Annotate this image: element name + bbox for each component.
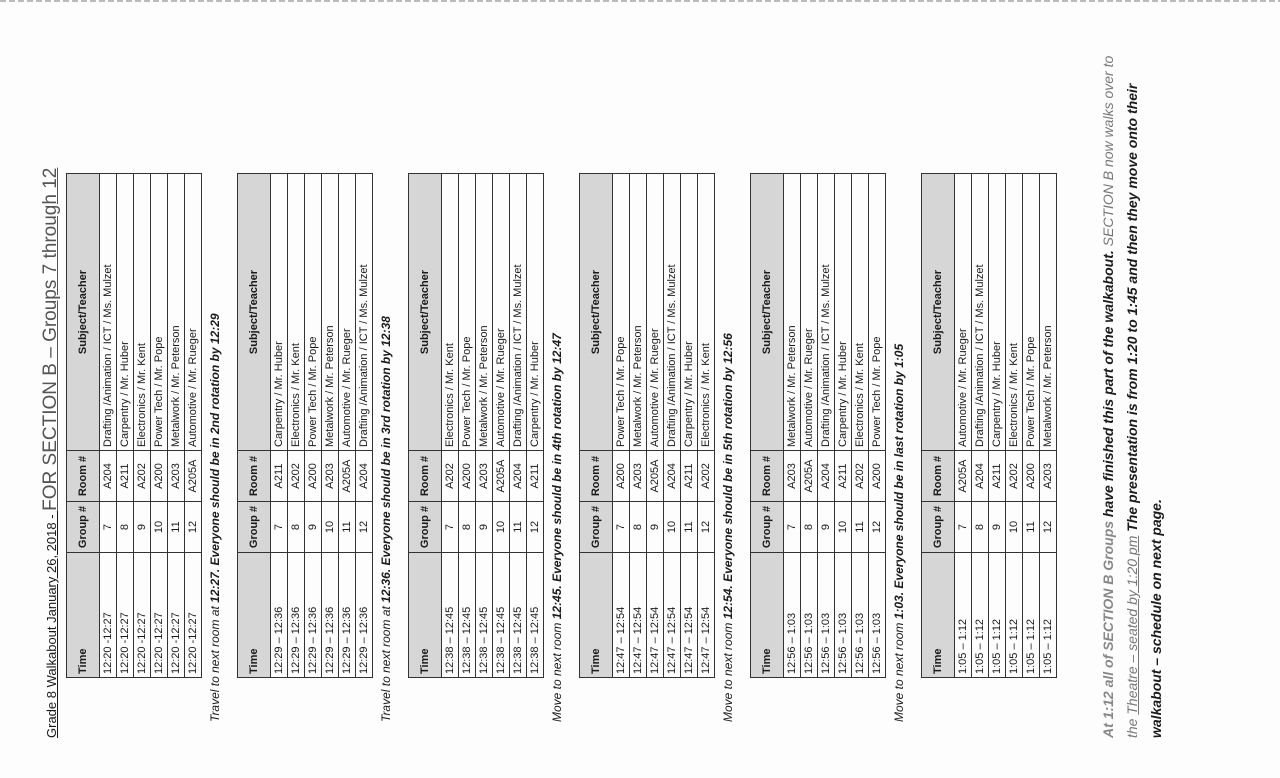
- schedule-table: [408, 173, 544, 678]
- column-header-room: Room #: [922, 451, 955, 502]
- cell-room: A204: [356, 451, 373, 502]
- cell-room: A203: [1040, 451, 1057, 502]
- cell-time: 12:29 – 12:36: [288, 553, 305, 678]
- column-header-subject: Subject/Teacher: [238, 174, 271, 451]
- cell-time: 12:29 – 12:36: [339, 553, 356, 678]
- cell-time: 12:56 – 1:03: [835, 553, 852, 678]
- cell-time: 12:29 – 12:36: [356, 553, 373, 678]
- cell-room: A205A: [647, 451, 664, 502]
- cell-group: 8: [288, 502, 305, 553]
- cell-room: A211: [271, 451, 288, 502]
- cell-time: 12:47 – 12:54: [630, 553, 647, 678]
- note-prefix: Move to next room: [892, 619, 906, 722]
- table-row: [459, 174, 476, 678]
- cell-room: A205A: [185, 451, 202, 502]
- cell-room: A204: [100, 451, 117, 502]
- cell-group: 10: [151, 502, 168, 553]
- cell-subject: Carpentry / Mr. Huber: [989, 174, 1006, 451]
- cell-subject: Carpentry / Mr. Huber: [117, 174, 134, 451]
- cell-room: A205A: [493, 451, 510, 502]
- cell-group: 10: [664, 502, 681, 553]
- cell-room: A204: [818, 451, 835, 502]
- column-header-time: Time: [67, 553, 100, 678]
- cell-subject: Carpentry / Mr. Huber: [271, 174, 288, 451]
- table-row: [493, 174, 510, 678]
- cell-subject: Carpentry / Mr. Huber: [527, 174, 544, 451]
- note-rest: Everyone should be in 4th rotation by 12:47: [550, 333, 564, 586]
- cell-subject: Power Tech / Mr. Pope: [459, 174, 476, 451]
- table-row: [852, 174, 869, 678]
- cell-subject: Metalwork / Mr. Peterson: [630, 174, 647, 451]
- cell-group: 9: [818, 502, 835, 553]
- cell-subject: Electronics / Mr. Kent: [698, 174, 715, 451]
- cell-group: 11: [339, 502, 356, 553]
- table-row: [527, 174, 544, 678]
- cell-subject: Power Tech / Mr. Pope: [151, 174, 168, 451]
- table-row: [117, 174, 134, 678]
- table-row: [356, 174, 373, 678]
- cell-subject: Drafting /Animation / ICT / Ms. Mulzet: [356, 174, 373, 451]
- rotation-note: [550, 333, 564, 722]
- cell-time: 12:38 – 12:45: [476, 553, 493, 678]
- cell-subject: Drafting /Animation / ICT / Ms. Mulzet: [664, 174, 681, 451]
- column-header-subject: Subject/Teacher: [409, 174, 442, 451]
- cell-room: A205A: [801, 451, 818, 502]
- cell-room: A211: [681, 451, 698, 502]
- cell-group: 12: [698, 502, 715, 553]
- cell-group: 12: [356, 502, 373, 553]
- cell-time: 12:47 – 12:54: [647, 553, 664, 678]
- rotation-note: [892, 344, 906, 722]
- cell-subject: Metalwork / Mr. Peterson: [476, 174, 493, 451]
- table-header-row: [238, 174, 271, 678]
- column-header-time: Time: [751, 553, 784, 678]
- table-header-row: [67, 174, 100, 678]
- table-row: [134, 174, 151, 678]
- cell-time: 1:05 – 1:12: [1006, 553, 1023, 678]
- cell-time: 12:20 -12:27: [117, 553, 134, 678]
- cell-room: A204: [972, 451, 989, 502]
- cell-time: 12:47 – 12:54: [613, 553, 630, 678]
- cell-room: A211: [527, 451, 544, 502]
- column-header-group: Group #: [67, 502, 100, 553]
- cell-time: 12:56 – 1:03: [801, 553, 818, 678]
- column-header-group: Group #: [238, 502, 271, 553]
- cell-room: A202: [698, 451, 715, 502]
- note-time: 12:54.: [721, 585, 735, 620]
- cell-room: A203: [784, 451, 801, 502]
- cell-room: A200: [613, 451, 630, 502]
- cell-time: 12:56 – 1:03: [869, 553, 886, 678]
- column-header-time: Time: [922, 553, 955, 678]
- table-row: [818, 174, 835, 678]
- cell-room: A203: [168, 451, 185, 502]
- cell-room: A211: [117, 451, 134, 502]
- table-row: [339, 174, 356, 678]
- cell-group: 7: [784, 502, 801, 553]
- table-row: [510, 174, 527, 678]
- rotation-note: [208, 313, 222, 722]
- table-row: [698, 174, 715, 678]
- cell-subject: Automotive / Mr. Rueger: [493, 174, 510, 451]
- table-row: [664, 174, 681, 678]
- table-row: [151, 174, 168, 678]
- table-row: [801, 174, 818, 678]
- cell-group: 9: [476, 502, 493, 553]
- note-time: 12:36.: [379, 568, 393, 603]
- cell-group: 11: [852, 502, 869, 553]
- final-part-4: SECTION B now walks over to the: [1100, 55, 1140, 738]
- cell-group: 8: [117, 502, 134, 553]
- cell-room: A211: [835, 451, 852, 502]
- table-row: [681, 174, 698, 678]
- cell-time: 12:20 -12:27: [151, 553, 168, 678]
- column-header-subject: Subject/Teacher: [922, 174, 955, 451]
- cell-group: 7: [955, 502, 972, 553]
- cell-time: 12:38 – 12:45: [493, 553, 510, 678]
- cell-subject: Drafting /Animation / ICT / Ms. Mulzet: [510, 174, 527, 451]
- cell-room: A200: [459, 451, 476, 502]
- note-time: 1:03.: [892, 591, 906, 620]
- table-row: [869, 174, 886, 678]
- cell-room: A204: [664, 451, 681, 502]
- note-rest: Everyone should be in 5th rotation by 12:56: [721, 333, 735, 586]
- table-row: [168, 174, 185, 678]
- table-row: [784, 174, 801, 678]
- cell-room: A202: [442, 451, 459, 502]
- cell-group: 11: [1023, 502, 1040, 553]
- cell-group: 10: [322, 502, 339, 553]
- final-part-3: have finished this part of the walkabout.: [1100, 246, 1116, 521]
- cell-subject: Power Tech / Mr. Pope: [869, 174, 886, 451]
- column-header-group: Group #: [409, 502, 442, 553]
- cell-room: A205A: [339, 451, 356, 502]
- column-header-time: Time: [238, 553, 271, 678]
- table-row: [100, 174, 117, 678]
- cell-subject: Carpentry / Mr. Huber: [835, 174, 852, 451]
- column-header-group: Group #: [751, 502, 784, 553]
- final-part-6: The presentation is from 1:20 to 1:45 and then they move onto their walkabout – schedule on next page.: [1124, 83, 1164, 738]
- cell-group: 12: [185, 502, 202, 553]
- cell-group: 7: [613, 502, 630, 553]
- final-paragraph: [1096, 38, 1168, 738]
- schedule-table: [66, 173, 202, 678]
- final-part-5: Theatre – seated by 1:20 pm: [1124, 535, 1140, 715]
- cell-time: 1:05 – 1:12: [1040, 553, 1057, 678]
- column-header-subject: Subject/Teacher: [751, 174, 784, 451]
- column-header-group: Group #: [922, 502, 955, 553]
- table-header-row: [580, 174, 613, 678]
- cell-room: A203: [476, 451, 493, 502]
- cell-time: 1:05 – 1:12: [955, 553, 972, 678]
- cell-group: 12: [869, 502, 886, 553]
- cell-subject: Metalwork / Mr. Peterson: [322, 174, 339, 451]
- note-prefix: Travel to next room at: [379, 602, 393, 722]
- cell-time: 12:56 – 1:03: [852, 553, 869, 678]
- cell-subject: Electronics / Mr. Kent: [288, 174, 305, 451]
- note-rest: Everyone should be in last rotation by 1:05: [892, 343, 906, 592]
- cell-group: 11: [168, 502, 185, 553]
- table-row: [1040, 174, 1057, 678]
- schedule-table: [750, 173, 886, 678]
- column-header-subject: Subject/Teacher: [580, 174, 613, 451]
- cell-time: 12:29 – 12:36: [271, 553, 288, 678]
- cell-subject: Electronics / Mr. Kent: [1006, 174, 1023, 451]
- cell-room: A202: [288, 451, 305, 502]
- column-header-room: Room #: [238, 451, 271, 502]
- cell-group: 7: [442, 502, 459, 553]
- cell-subject: Metalwork / Mr. Peterson: [168, 174, 185, 451]
- cell-room: A204: [510, 451, 527, 502]
- schedule-table: [579, 173, 715, 678]
- cell-subject: Drafting /Animation / ICT / Ms. Mulzet: [972, 174, 989, 451]
- final-part-1: At 1:12 all of: [1100, 650, 1116, 738]
- cell-group: 8: [630, 502, 647, 553]
- cell-subject: Power Tech / Mr. Pope: [305, 174, 322, 451]
- cell-group: 9: [134, 502, 151, 553]
- cell-group: 10: [493, 502, 510, 553]
- cell-subject: Carpentry / Mr. Huber: [681, 174, 698, 451]
- cell-group: 11: [510, 502, 527, 553]
- cell-time: 12:20 -12:27: [134, 553, 151, 678]
- cell-room: A211: [989, 451, 1006, 502]
- table-row: [271, 174, 288, 678]
- cell-time: 12:38 – 12:45: [442, 553, 459, 678]
- cell-time: 1:05 – 1:12: [972, 553, 989, 678]
- column-header-room: Room #: [409, 451, 442, 502]
- cell-time: 1:05 – 1:12: [1023, 553, 1040, 678]
- cell-time: 12:38 – 12:45: [510, 553, 527, 678]
- cell-group: 11: [681, 502, 698, 553]
- table-row: [442, 174, 459, 678]
- page-heading: [40, 168, 62, 738]
- cell-subject: Automotive / Mr. Rueger: [339, 174, 356, 451]
- cell-subject: Metalwork / Mr. Peterson: [1040, 174, 1057, 451]
- cell-time: 12:20 -12:27: [100, 553, 117, 678]
- cell-room: A203: [630, 451, 647, 502]
- table-row: [185, 174, 202, 678]
- cell-subject: Automotive / Mr. Rueger: [801, 174, 818, 451]
- table-row: [288, 174, 305, 678]
- table-row: [955, 174, 972, 678]
- cell-time: 12:38 – 12:45: [527, 553, 544, 678]
- cell-group: 8: [801, 502, 818, 553]
- cell-subject: Automotive / Mr. Rueger: [647, 174, 664, 451]
- cell-group: 9: [305, 502, 322, 553]
- table-row: [835, 174, 852, 678]
- final-part-2: SECTION B Groups: [1100, 520, 1116, 651]
- cell-time: 12:56 – 1:03: [784, 553, 801, 678]
- note-prefix: Move to next room: [721, 619, 735, 722]
- cell-room: A202: [134, 451, 151, 502]
- heading-right: FOR SECTION B – Groups 7 through 12: [40, 167, 61, 511]
- table-row: [613, 174, 630, 678]
- table-row: [1023, 174, 1040, 678]
- cell-time: 12:38 – 12:45: [459, 553, 476, 678]
- note-prefix: Travel to next room at: [208, 602, 222, 722]
- cell-subject: Electronics / Mr. Kent: [852, 174, 869, 451]
- cell-subject: Automotive / Mr. Rueger: [185, 174, 202, 451]
- table-row: [630, 174, 647, 678]
- cell-group: 7: [271, 502, 288, 553]
- cell-room: A200: [869, 451, 886, 502]
- column-header-time: Time: [580, 553, 613, 678]
- heading-left: Grade 8 Walkabout January 26, 2018 -: [44, 510, 59, 738]
- note-rest: Everyone should be in 3rd rotation by 12:38: [379, 316, 393, 569]
- cell-time: 12:47 – 12:54: [698, 553, 715, 678]
- cell-room: A200: [151, 451, 168, 502]
- cell-group: 12: [1040, 502, 1057, 553]
- table-row: [1006, 174, 1023, 678]
- note-time: 12:45.: [550, 585, 564, 620]
- cell-subject: Automotive / Mr. Rueger: [955, 174, 972, 451]
- column-header-time: Time: [409, 553, 442, 678]
- cell-group: 7: [100, 502, 117, 553]
- schedule-table: [237, 173, 373, 678]
- cell-group: 9: [647, 502, 664, 553]
- cell-room: A200: [1023, 451, 1040, 502]
- cell-subject: Electronics / Mr. Kent: [134, 174, 151, 451]
- note-time: 12:27.: [208, 568, 222, 603]
- table-header-row: [751, 174, 784, 678]
- column-header-room: Room #: [580, 451, 613, 502]
- table-row: [476, 174, 493, 678]
- column-header-group: Group #: [580, 502, 613, 553]
- column-header-room: Room #: [67, 451, 100, 502]
- table-row: [647, 174, 664, 678]
- cell-subject: Power Tech / Mr. Pope: [613, 174, 630, 451]
- table-header-row: [922, 174, 955, 678]
- cell-time: 12:47 – 12:54: [681, 553, 698, 678]
- cell-room: A203: [322, 451, 339, 502]
- cell-room: A202: [852, 451, 869, 502]
- table-row: [322, 174, 339, 678]
- cell-room: A205A: [955, 451, 972, 502]
- rotation-note: [721, 333, 735, 722]
- cell-subject: Metalwork / Mr. Peterson: [784, 174, 801, 451]
- column-header-room: Room #: [751, 451, 784, 502]
- note-prefix: Move to next room: [550, 619, 564, 722]
- cell-time: 12:47 – 12:54: [664, 553, 681, 678]
- cell-group: 10: [1006, 502, 1023, 553]
- cell-subject: Drafting /Animation / ICT / Ms. Mulzet: [100, 174, 117, 451]
- cell-subject: Power Tech / Mr. Pope: [1023, 174, 1040, 451]
- table-header-row: [409, 174, 442, 678]
- schedule-table: [921, 173, 1057, 678]
- note-rest: Everyone should be in 2nd rotation by 12:29: [208, 313, 222, 569]
- cell-group: 8: [459, 502, 476, 553]
- cell-group: 10: [835, 502, 852, 553]
- table-row: [989, 174, 1006, 678]
- table-row: [972, 174, 989, 678]
- cell-time: 12:20 -12:27: [168, 553, 185, 678]
- cell-room: A200: [305, 451, 322, 502]
- rotation-note: [379, 316, 393, 722]
- cell-time: 1:05 – 1:12: [989, 553, 1006, 678]
- cell-room: A202: [1006, 451, 1023, 502]
- cell-group: 8: [972, 502, 989, 553]
- cell-group: 9: [989, 502, 1006, 553]
- cell-subject: Electronics / Mr. Kent: [442, 174, 459, 451]
- cell-time: 12:29 – 12:36: [322, 553, 339, 678]
- column-header-subject: Subject/Teacher: [67, 174, 100, 451]
- cell-time: 12:20 -12:27: [185, 553, 202, 678]
- cell-group: 12: [527, 502, 544, 553]
- cell-subject: Drafting /Animation / ICT / Ms. Mulzet: [818, 174, 835, 451]
- table-row: [305, 174, 322, 678]
- cell-time: 12:29 – 12:36: [305, 553, 322, 678]
- cell-time: 12:56 – 1:03: [818, 553, 835, 678]
